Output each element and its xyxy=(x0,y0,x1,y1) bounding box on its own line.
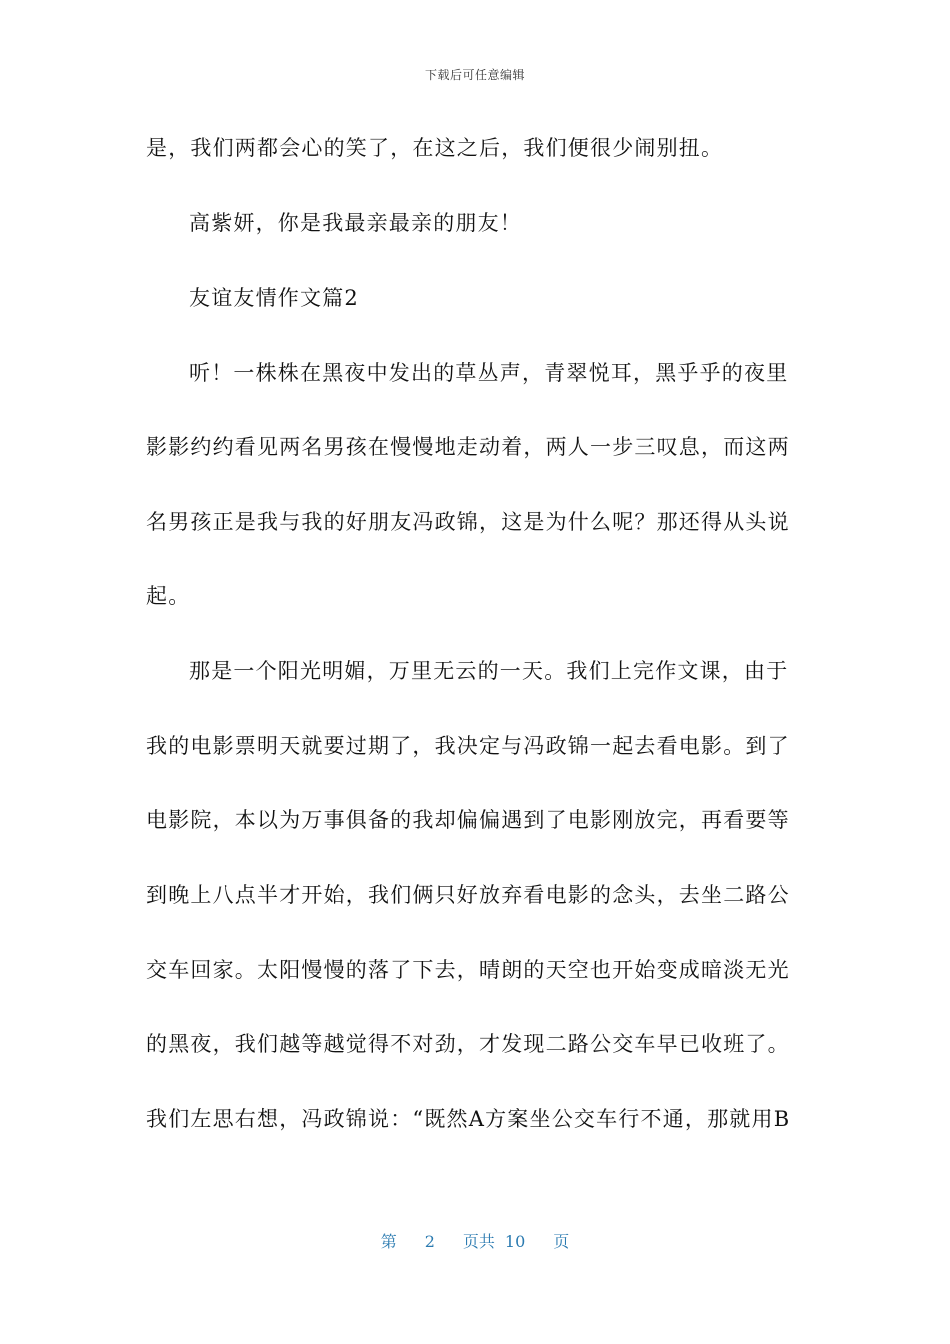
footer-prefix: 第 xyxy=(380,1232,397,1251)
paragraph-line: 我们左思右想，冯政锦说：“既然A方案坐公交车行不通，那就用B xyxy=(146,1107,791,1131)
page-header: 下载后可任意编辑 xyxy=(424,68,525,82)
total-pages: 10 xyxy=(504,1232,526,1251)
paragraph-line: 名男孩正是我与我的好朋友冯政锦，这是为什么呢？那还得从头说 xyxy=(146,510,790,534)
section-heading: 友谊友情作文篇2 xyxy=(189,286,359,310)
paragraph-line: 那是一个阳光明媚，万里无云的一天。我们上完作文课，由于 xyxy=(189,659,789,683)
paragraph-line: 电影院，本以为万事俱备的我却偏偏遇到了电影刚放完，再看要等 xyxy=(146,808,790,832)
paragraph-line: 我的电影票明天就要过期了，我决定与冯政锦一起去看电影。到了 xyxy=(146,734,790,758)
paragraph-line: 到晚上八点半才开始，我们俩只好放弃看电影的念头，去坐二路公 xyxy=(146,883,790,907)
paragraph-line: 是，我们两都会心的笑了，在这之后，我们便很少闹别扭。 xyxy=(146,136,724,160)
paragraph-line: 的黑夜，我们越等越觉得不对劲，才发现二路公交车早已收班了。 xyxy=(146,1032,790,1056)
paragraph-line: 交车回家。太阳慢慢的落了下去，晴朗的天空也开始变成暗淡无光 xyxy=(146,958,790,982)
paragraph-line: 起。 xyxy=(146,584,191,608)
page-number: 2 xyxy=(424,1232,435,1251)
paragraph-line: 听！一株株在黑夜中发出的草丛声，青翠悦耳，黑乎乎的夜里 xyxy=(189,361,789,385)
page-footer xyxy=(0,1229,950,1252)
paragraph-line: 高紫妍，你是我最亲最亲的朋友！ xyxy=(189,211,522,235)
paragraph-line: 影影约约看见两名男孩在慢慢地走动着，两人一步三叹息，而这两 xyxy=(146,435,790,459)
footer-suffix: 页 xyxy=(553,1232,570,1251)
footer-mid: 页共 xyxy=(462,1232,495,1251)
